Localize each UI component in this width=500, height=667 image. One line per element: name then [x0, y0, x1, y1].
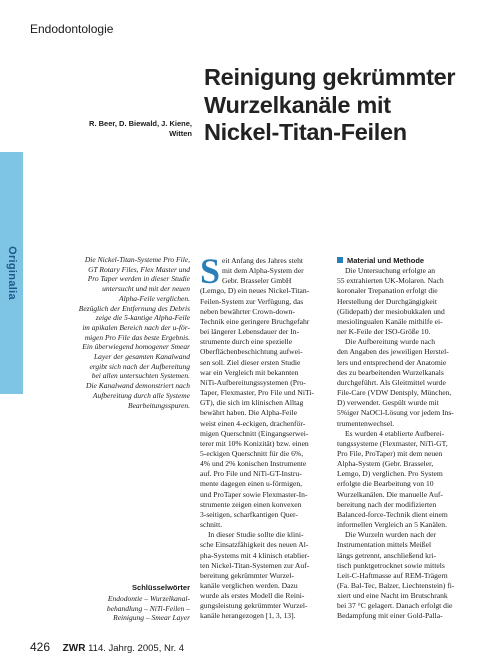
text-line: Ein überwiegend homogener Smear	[82, 342, 190, 352]
text-line: tungssysteme (Flexmaster, NiTi-GT,	[337, 438, 448, 448]
body-column-2	[337, 256, 472, 622]
text-line: Es wurden 4 etablierte Aufberei-	[345, 428, 445, 438]
text-line: D) verwendet. Gespült wurde mit	[337, 398, 439, 408]
text-line: Lemgo, D) verglichen. Pro System	[337, 469, 443, 479]
journal-issue: 114. Jahrg. 2005, Nr. 4	[88, 643, 185, 654]
title-line: Nickel-Titan-Feilen	[204, 119, 407, 145]
text-line: Layer der gesamten Kanalwand	[93, 352, 190, 362]
drop-cap: S	[200, 251, 221, 291]
text-line: sen soll. Ziel dieser ersten Studie	[200, 357, 301, 367]
text-line: 5-eckigen Querschnitt für die 6%,	[200, 448, 304, 458]
text-line: tisch punktgetrocknet sowie mittels	[337, 560, 445, 570]
keywords-list	[40, 594, 190, 623]
text-line: 3-seitigen, scharfkantigen Quer-	[200, 509, 298, 519]
text-line: Aufbereitung durch alle Systeme	[92, 390, 190, 400]
text-line: Reinigung – Smear Layer	[113, 613, 190, 622]
abstract	[40, 255, 190, 410]
text-line: koronaler Trepanation erfolgt die	[337, 286, 438, 296]
text-line: sche Einsatzfähigkeit des neuen Al-	[200, 540, 309, 550]
text-line: pha-Systems mit 4 klinisch etablier-	[200, 550, 310, 560]
text-line: Bearbeitungsspuren.	[127, 400, 190, 410]
text-line: Bezüglich der Entfernung des Debris	[78, 303, 190, 313]
text-line: Die Nickel-Titan-Systeme Pro File,	[84, 255, 190, 264]
text-line: und ProTaper sowie Flexmaster-In-	[200, 489, 308, 499]
title-line: Reinigung gekrümmter	[204, 64, 456, 90]
text-line: behandlung – NiTi-Feilen –	[106, 603, 190, 613]
text-line: Alpha-Feile verglichen.	[119, 293, 190, 303]
article-title	[204, 64, 494, 147]
author-line: Witten	[169, 129, 192, 138]
section-heading-text: Material und Methode	[347, 256, 425, 265]
text-line: den Angaben des jeweiligen Herstel-	[337, 347, 449, 357]
text-line: Feilen-System zur Verfügung, das	[200, 296, 304, 306]
page-footer	[30, 640, 184, 654]
text-line: strumente durch eine spezielle	[200, 337, 293, 347]
text-line: ergibt sich nach der Aufbereitung	[89, 361, 190, 371]
text-line: trumentenwechsel.	[337, 418, 395, 428]
section-heading	[337, 256, 472, 266]
text-line: bewährt haben. Die Alpha-Feile	[200, 408, 297, 418]
text-line: Die Untersuchung erfolgte an	[345, 266, 436, 276]
text-line: 4% und 2% konischen Instrumente	[200, 459, 307, 469]
text-line: migen Querschnitt (Eingangserwei-	[200, 428, 309, 438]
text-line: im apikalen Bereich nach der u-för-	[82, 322, 190, 332]
author-line: R. Beer, D. Biewald, J. Kiene,	[89, 119, 192, 128]
text-line: des zu bearbeitenden Wurzelkanals	[337, 367, 444, 377]
text-line: ner K-Feile der ISO-Größe 10.	[337, 327, 431, 337]
text-line: weist einen 4-eckigen, drachenför-	[200, 418, 306, 428]
text-line: schnitt.	[200, 520, 223, 530]
text-line: informellen Vergleich an 5 Kanälen.	[337, 520, 448, 530]
category-tab	[0, 152, 23, 394]
text-line: migen Pro File das beste Ergebnis.	[84, 332, 190, 342]
text-line: mit dem Alpha-System der	[222, 266, 304, 276]
text-line: bereitung gekrümmter Wurzel-	[200, 570, 295, 580]
section-header: Endodontologie	[30, 22, 114, 36]
text-line: mente dagegen einen u-förmigen,	[200, 479, 303, 489]
text-line: mesiolingualen Kanäle mithilfe ei-	[337, 316, 443, 326]
text-line: NiTi-Aufbereitungssystemen (Pro-	[200, 377, 306, 387]
text-line: Instrumentation mittels Meißel	[337, 540, 432, 550]
text-line: File-Care (VDW Dentsply, München,	[337, 388, 452, 398]
text-line: Technik eine geringere Bruchgefahr	[200, 316, 310, 326]
text-line: zeige die 5-kantige Alpha-Feile	[95, 313, 190, 323]
text-line: längs getrennt, anschließend kri-	[337, 550, 437, 560]
text-line: Pro File, ProTaper) mit dem neuen	[337, 448, 443, 458]
page-number: 426	[30, 640, 51, 654]
category-tab-label: Originalia	[5, 246, 18, 300]
text-line: (Glidepath) der mesiobukkalen und	[337, 306, 445, 316]
text-line: GT Rotary Files, Flex Master und	[88, 264, 190, 274]
text-line: strumente zeigen einen konvexen	[200, 499, 302, 509]
body-column-1	[200, 251, 330, 622]
text-line: bei längerer Lebensdauer der In-	[200, 327, 300, 337]
text-line: erfolgte die Bearbeitung von 10	[337, 479, 434, 489]
text-line: eit Anfang des Jahres steht	[222, 256, 303, 265]
journal-name: ZWR	[62, 643, 86, 654]
section-square-icon	[337, 257, 343, 263]
text-line: Die Aufbereitung wurde nach	[345, 337, 436, 347]
text-line: Taper, Flexmaster, Pro File und NiTi-	[200, 388, 314, 398]
keywords-title: Schlüsselwörter	[132, 583, 190, 592]
title-line: Wurzelkanäle mit	[204, 91, 391, 118]
text-line: Oberflächenbeschichtung aufwei-	[200, 347, 303, 357]
text-line: war ein Vergleich mit bekannten	[200, 367, 299, 377]
text-line: Pro Taper werden in dieser Studie	[87, 274, 190, 284]
text-line: Alpha-System (Gebr. Brasseler,	[337, 459, 434, 469]
text-line: GT), die sich im klinischen Alltag	[200, 398, 304, 408]
text-line: auf. Pro File und NiTi-GT-Instru-	[200, 469, 302, 479]
text-line: bereitung nach der modifizierten	[337, 499, 437, 509]
text-line: Die Wurzeln wurden nach der	[345, 530, 437, 540]
text-line: In dieser Studie sollte die klini-	[208, 530, 304, 540]
text-line: (Fa. Bal-Tec, Balzer, Liechtenstein) fi-	[337, 581, 455, 590]
author-block	[60, 119, 192, 139]
text-line: ten Nickel-Titan-Systemen zur Auf-	[200, 560, 310, 570]
text-line: durchgeführt. Als Gleitmittel wurde	[337, 377, 446, 387]
text-line: Wurzelkanälen. Die manuelle Auf-	[337, 489, 443, 499]
text-line: terer mit 10% Konizität) bzw. einen	[200, 438, 309, 448]
text-line: 5%iger NaOCl-Lösung vor jedem Ins-	[337, 408, 454, 418]
text-line: Endodontie – Wurzelkanal-	[107, 594, 190, 603]
text-line: lers und entsprechend der Anatomie	[337, 357, 447, 367]
text-line: wurde als erstes Modell die Reini-	[200, 591, 305, 601]
text-line: Herstellung der Durchgängigkeit	[337, 296, 437, 306]
text-line: neben bewährter Crown-down-	[200, 306, 295, 316]
text-line: Die Kanalwand demonstriert nach	[86, 381, 190, 391]
text-line: Balanced-force-Technik dient einem	[337, 509, 448, 519]
text-line: bei 37 °C gelagert. Danach erfolgt die	[337, 601, 453, 611]
text-line: kanäle verglichen werden. Dazu	[200, 581, 298, 590]
text-line: kanäle herangezogen [1, 3, 13].	[200, 611, 296, 621]
text-line: xiert und eine Nacht im Brutschrank	[337, 591, 448, 601]
text-line: 55 extrahierten UK-Molaren. Nach	[337, 276, 444, 286]
text-line: Bedampfung mit einer Gold-Palla-	[337, 611, 443, 621]
text-line: untersucht und mit der neuen	[102, 284, 190, 294]
text-line: (Lemgo, D) ein neues Nickel-Titan-	[200, 286, 310, 296]
text-line: Gebr. Brasseler GmbH	[222, 276, 292, 286]
text-line: bei allen untersuchten Systemen.	[91, 371, 190, 381]
text-line: Leit-C-Haftmasse auf REM-Trägern	[337, 570, 448, 580]
text-line: gungsleistung gekrümmter Wurzel-	[200, 601, 308, 611]
